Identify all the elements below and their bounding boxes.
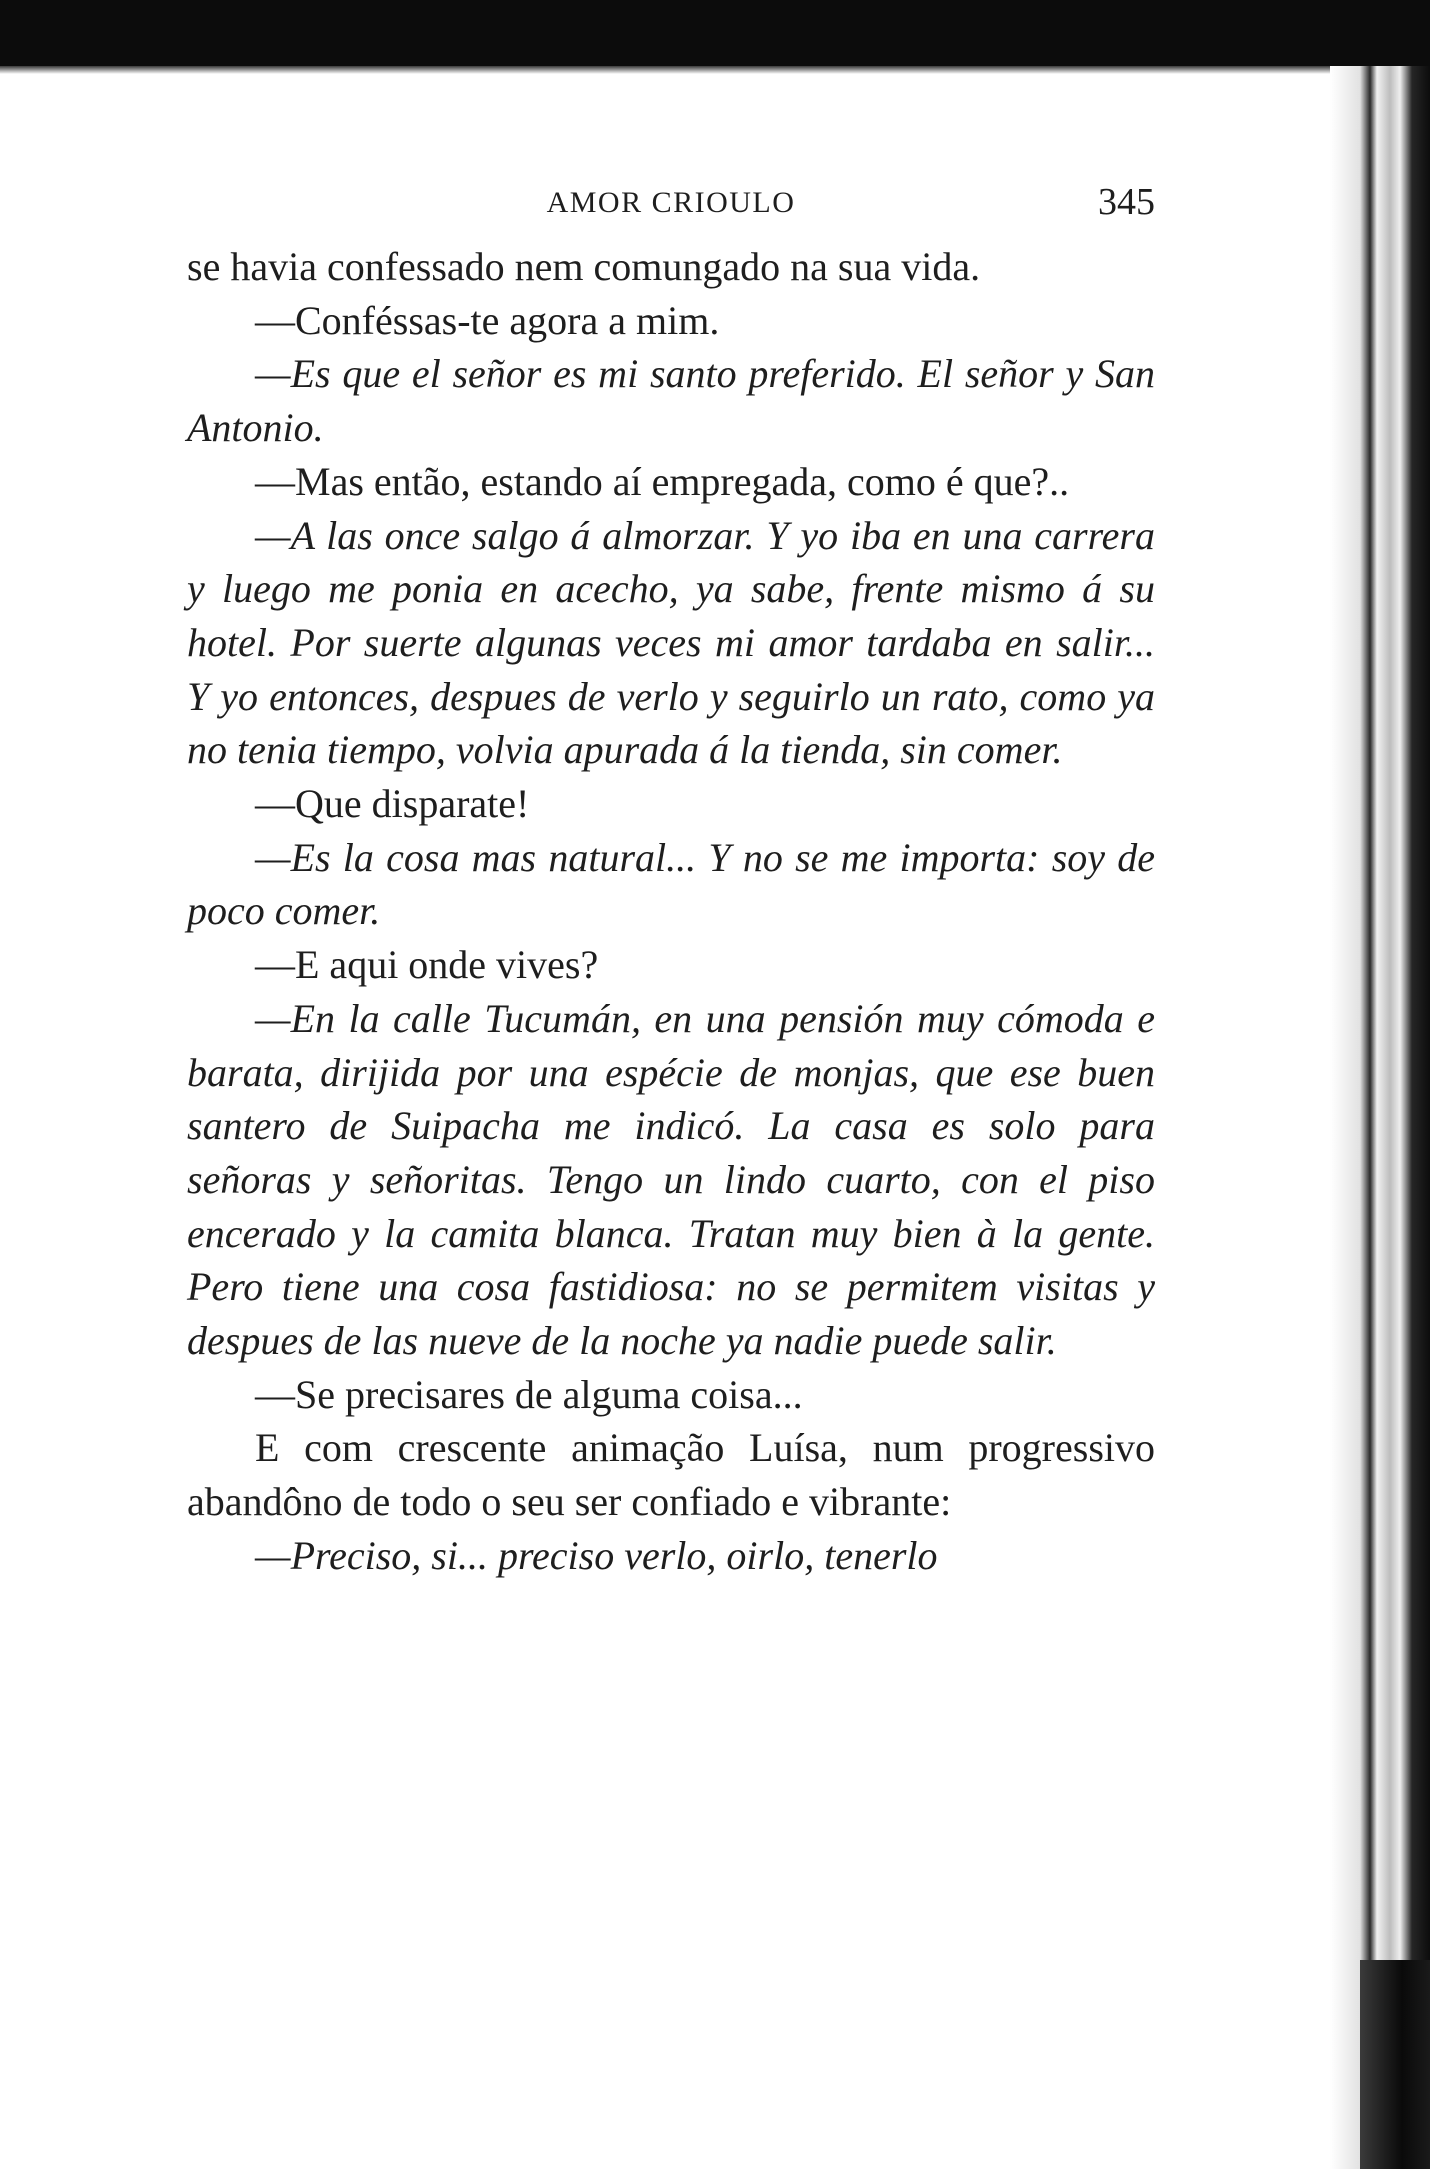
paragraph: —Es la cosa mas natural... Y no se me importa: soy de poco comer. xyxy=(187,834,1155,934)
scan-top-shadow xyxy=(0,66,1430,74)
page-number: 345 xyxy=(1098,181,1155,223)
paragraph: se havia confessado nem comungado na sua vida. xyxy=(187,244,981,289)
paragraph: —Mas então, estando aí empregada, como é que?.. xyxy=(255,458,1070,504)
paragraph: —Conféssas-te agora a mim. xyxy=(255,297,720,343)
paragraph: —Es que el señor es mi santo preferido. El señor y San Antonio. xyxy=(187,351,1155,451)
paragraph: —E aqui onde vives? xyxy=(255,942,599,988)
body-text xyxy=(187,240,1155,1583)
paragraph: —A las once salgo á almorzar. Y yo iba en una carrera y luego me ponia en acecho, ya sabe, frente mismo á su hotel. Por suerte algunas veces mi amor tardaba en salir... Y yo entonces, despues de verlo y seguirlo un rato, como ya no tenia tiempo, volvia apurada á la tienda, sin comer. xyxy=(187,512,1155,773)
paragraph: —Se precisares de alguma coisa... xyxy=(255,1371,803,1417)
running-title: AMOR CRIOULO xyxy=(546,186,796,219)
scan-top-edge xyxy=(0,0,1430,66)
paragraph: E com crescente animação Luísa, num progressivo abandôno de todo o seu ser confiado e vibrante: xyxy=(187,1425,1155,1525)
book-spine-edge xyxy=(1330,66,1430,2169)
book-page xyxy=(187,180,1155,1583)
running-head xyxy=(187,180,1155,240)
paragraph: —Que disparate! xyxy=(255,781,530,827)
book-spine-shadow xyxy=(1360,1960,1430,2169)
paragraph: —Preciso, si... preciso verlo, oirlo, tenerlo xyxy=(255,1532,938,1578)
paragraph: —En la calle Tucumán, en una pensión muy cómoda e barata, dirijida por una espécie de monjas, que ese buen santero de Suipacha me indicó. La casa es solo para señoras y señoritas. Tengo un lindo cuarto, con el piso encerado y la camita blanca. Tratan muy bien à la gente. Pero tiene una cosa fastidiosa: no se permitem visitas y despues de las nueve de la noche ya nadie puede salir. xyxy=(187,995,1155,1364)
